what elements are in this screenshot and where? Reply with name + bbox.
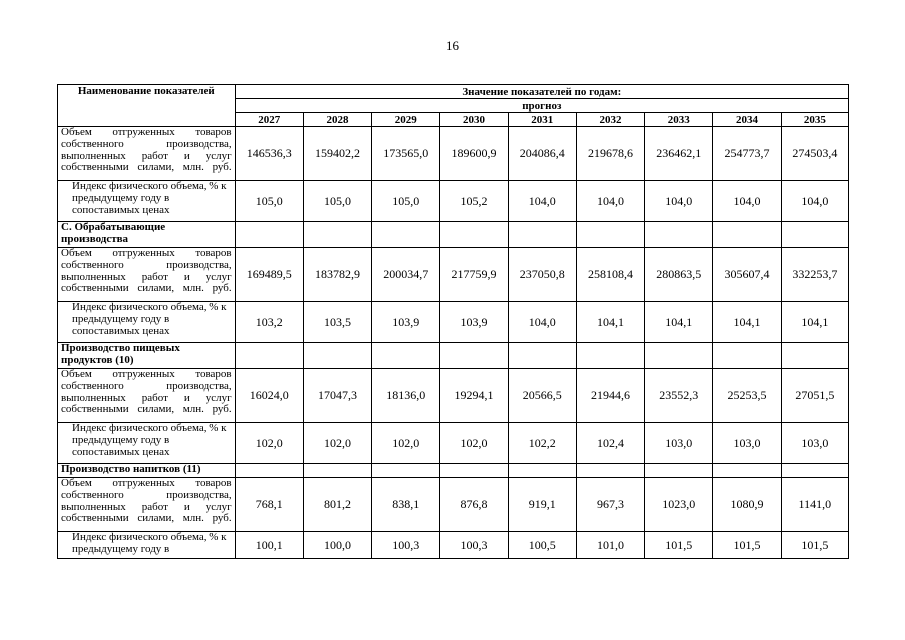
forecast-table xyxy=(57,84,849,559)
value-cell: 102,0 xyxy=(372,423,440,464)
value-cell: 104,1 xyxy=(713,302,781,343)
table-row xyxy=(58,343,849,369)
page-number: 16 xyxy=(446,38,459,53)
table-row xyxy=(58,248,849,302)
value-cell: 20566,5 xyxy=(508,369,576,423)
value-cell: 183782,9 xyxy=(303,248,371,302)
value-cell xyxy=(508,343,576,369)
value-cell: 189600,9 xyxy=(440,127,508,181)
value-cell: 104,1 xyxy=(645,302,713,343)
value-cell: 217759,9 xyxy=(440,248,508,302)
value-cell: 237050,8 xyxy=(508,248,576,302)
value-cell: 169489,5 xyxy=(235,248,303,302)
value-cell: 100,3 xyxy=(440,532,508,559)
value-cell: 21944,6 xyxy=(576,369,644,423)
value-cell xyxy=(781,343,848,369)
value-cell: 280863,5 xyxy=(645,248,713,302)
value-cell: 103,0 xyxy=(781,423,848,464)
indicator-label: Объем отгруженных товаров собственного производства, выполненных работ и услуг собственными силами, млн. руб. xyxy=(58,127,236,181)
indicator-label: Индекс физического объема, % к предыдущему году в сопоставимых ценах xyxy=(58,181,236,222)
value-cell: 17047,3 xyxy=(303,369,371,423)
year-header: 2029 xyxy=(372,113,440,127)
table-row xyxy=(58,369,849,423)
value-cell: 305607,4 xyxy=(713,248,781,302)
value-cell: 274503,4 xyxy=(781,127,848,181)
value-cell xyxy=(576,464,644,478)
value-cell: 254773,7 xyxy=(713,127,781,181)
value-cell: 1080,9 xyxy=(713,478,781,532)
value-cell: 103,2 xyxy=(235,302,303,343)
value-cell: 19294,1 xyxy=(440,369,508,423)
year-header: 2033 xyxy=(645,113,713,127)
value-cell: 105,0 xyxy=(235,181,303,222)
indicator-label: Индекс физического объема, % к предыдущему году в xyxy=(58,532,236,559)
value-cell xyxy=(645,222,713,248)
value-cell xyxy=(440,343,508,369)
value-cell: 173565,0 xyxy=(372,127,440,181)
value-cell: 838,1 xyxy=(372,478,440,532)
value-cell: 801,2 xyxy=(303,478,371,532)
value-cell xyxy=(781,464,848,478)
value-cell xyxy=(235,222,303,248)
forecast-header: прогноз xyxy=(235,99,848,113)
value-cell xyxy=(372,222,440,248)
value-cell xyxy=(781,222,848,248)
value-cell: 23552,3 xyxy=(645,369,713,423)
value-cell xyxy=(713,464,781,478)
value-cell: 100,0 xyxy=(303,532,371,559)
value-cell xyxy=(303,222,371,248)
value-cell xyxy=(235,343,303,369)
value-cell xyxy=(372,464,440,478)
value-cell xyxy=(372,343,440,369)
value-cell xyxy=(576,343,644,369)
value-cell: 146536,3 xyxy=(235,127,303,181)
table-row xyxy=(58,423,849,464)
indicator-label: Индекс физического объема, % к предыдущему году в сопоставимых ценах xyxy=(58,302,236,343)
value-cell xyxy=(303,464,371,478)
value-cell: 258108,4 xyxy=(576,248,644,302)
value-cell: 18136,0 xyxy=(372,369,440,423)
value-cell: 102,2 xyxy=(508,423,576,464)
value-cell: 967,3 xyxy=(576,478,644,532)
year-header: 2032 xyxy=(576,113,644,127)
indicator-label: Индекс физического объема, % к предыдущему году в сопоставимых ценах xyxy=(58,423,236,464)
value-cell xyxy=(576,222,644,248)
value-cell xyxy=(713,222,781,248)
value-cell xyxy=(508,222,576,248)
value-cell: 103,9 xyxy=(372,302,440,343)
value-cell: 100,3 xyxy=(372,532,440,559)
value-cell: 102,0 xyxy=(235,423,303,464)
value-cell xyxy=(303,343,371,369)
value-cell: 101,5 xyxy=(645,532,713,559)
value-cell: 101,5 xyxy=(781,532,848,559)
table-row xyxy=(58,302,849,343)
year-header: 2035 xyxy=(781,113,848,127)
value-cell: 104,0 xyxy=(576,181,644,222)
value-cell: 100,5 xyxy=(508,532,576,559)
value-cell: 219678,6 xyxy=(576,127,644,181)
value-cell: 332253,7 xyxy=(781,248,848,302)
value-cell xyxy=(440,222,508,248)
year-header: 2034 xyxy=(713,113,781,127)
indicator-label: Объем отгруженных товаров собственного производства, выполненных работ и услуг собственными силами, млн. руб. xyxy=(58,478,236,532)
value-cell: 100,1 xyxy=(235,532,303,559)
value-cell: 768,1 xyxy=(235,478,303,532)
value-cell: 105,0 xyxy=(372,181,440,222)
value-cell: 104,0 xyxy=(645,181,713,222)
value-cell: 104,0 xyxy=(781,181,848,222)
value-cell: 101,5 xyxy=(713,532,781,559)
value-cell: 919,1 xyxy=(508,478,576,532)
value-cell: 236462,1 xyxy=(645,127,713,181)
value-cell: 103,9 xyxy=(440,302,508,343)
value-cell: 105,0 xyxy=(303,181,371,222)
section-heading: С. Обрабатывающие производства xyxy=(58,222,236,248)
value-cell: 102,0 xyxy=(303,423,371,464)
indicator-name-header: Наименование показателей xyxy=(58,85,236,127)
value-cell: 27051,5 xyxy=(781,369,848,423)
value-cell xyxy=(713,343,781,369)
value-cell: 204086,4 xyxy=(508,127,576,181)
section-heading: Производство пищевых продуктов (10) xyxy=(58,343,236,369)
indicator-label: Объем отгруженных товаров собственного производства, выполненных работ и услуг собственными силами, млн. руб. xyxy=(58,369,236,423)
section-heading: Производство напитков (11) xyxy=(58,464,236,478)
value-cell: 105,2 xyxy=(440,181,508,222)
value-cell xyxy=(508,464,576,478)
value-cell xyxy=(645,343,713,369)
value-cell: 876,8 xyxy=(440,478,508,532)
value-cell: 103,0 xyxy=(713,423,781,464)
value-cell: 1023,0 xyxy=(645,478,713,532)
value-cell: 103,0 xyxy=(645,423,713,464)
year-header: 2030 xyxy=(440,113,508,127)
table-row xyxy=(58,181,849,222)
table-row xyxy=(58,222,849,248)
values-by-year-header: Значение показателей по годам: xyxy=(235,85,848,99)
table-row xyxy=(58,127,849,181)
value-cell: 104,0 xyxy=(713,181,781,222)
year-header: 2031 xyxy=(508,113,576,127)
value-cell xyxy=(645,464,713,478)
value-cell xyxy=(440,464,508,478)
value-cell xyxy=(235,464,303,478)
value-cell: 104,0 xyxy=(508,181,576,222)
value-cell: 16024,0 xyxy=(235,369,303,423)
table-row xyxy=(58,478,849,532)
indicator-label: Объем отгруженных товаров собственного производства, выполненных работ и услуг собственными силами, млн. руб. xyxy=(58,248,236,302)
table-row xyxy=(58,464,849,478)
value-cell: 102,4 xyxy=(576,423,644,464)
value-cell: 103,5 xyxy=(303,302,371,343)
year-header: 2028 xyxy=(303,113,371,127)
value-cell: 159402,2 xyxy=(303,127,371,181)
table-row xyxy=(58,532,849,559)
value-cell: 101,0 xyxy=(576,532,644,559)
value-cell: 104,0 xyxy=(508,302,576,343)
value-cell: 1141,0 xyxy=(781,478,848,532)
value-cell: 104,1 xyxy=(781,302,848,343)
value-cell: 200034,7 xyxy=(372,248,440,302)
value-cell: 25253,5 xyxy=(713,369,781,423)
value-cell: 104,1 xyxy=(576,302,644,343)
year-header: 2027 xyxy=(235,113,303,127)
value-cell: 102,0 xyxy=(440,423,508,464)
